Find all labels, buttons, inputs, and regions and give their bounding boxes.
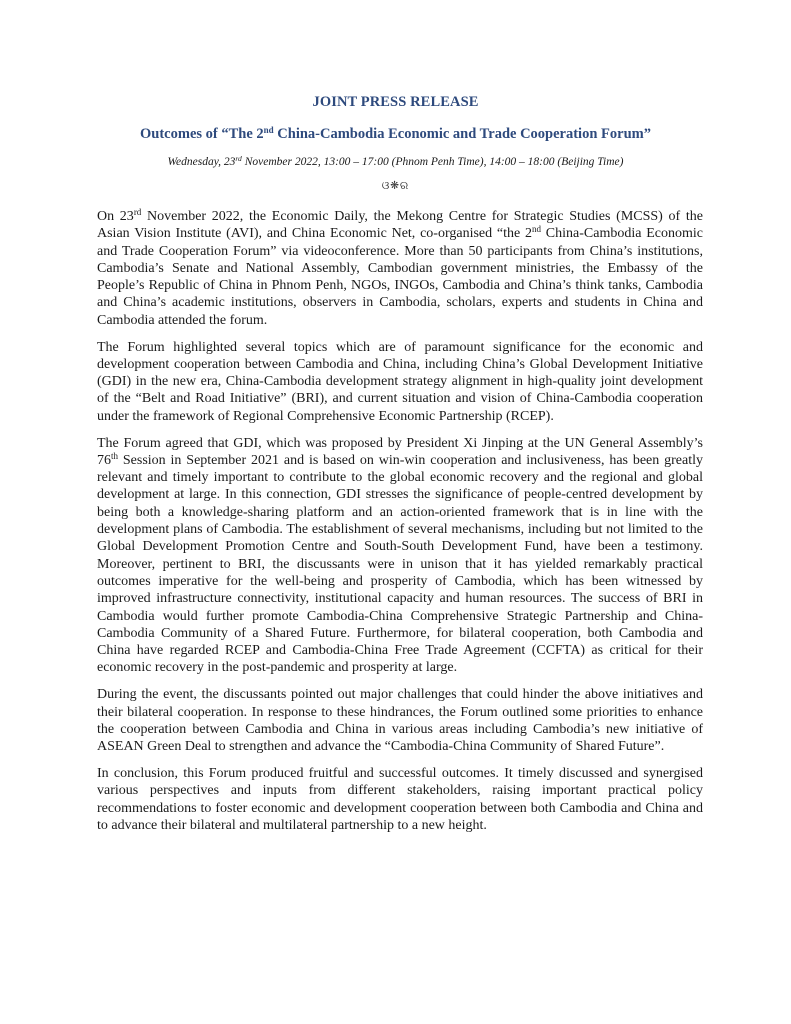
paragraph-challenges: During the event, the discussants pointed out major challenges that could hinder the above initiatives and their bilateral cooperation. In response to these hindrances, the Forum outlined some priorities to enhance the cooperation between Cambodia and China in various areas including Cambodia’s new initiative of ASEAN Green Deal to strengthen and advance the “Cambodia-China Community of Shared Future”. [97,687,703,755]
paragraph-conclusion: In conclusion, this Forum produced fruitful and successful outcomes. It timely discussed and synergised various perspectives and inputs from different stakeholders, raising important practical policy recommendations to foster economic and development cooperation between both Cambodia and China and to advance their bilateral and multilateral partnership to a new height. [97,765,703,833]
ornament-divider-icon: ଓ❋ର [381,180,410,192]
document-title: JOINT PRESS RELEASE [312,94,479,110]
document-body [97,208,703,844]
ordinal-suffix: nd [532,224,542,235]
dateline-ordinal-suffix: rd [235,154,242,163]
document-subtitle [0,126,791,143]
paragraph-text: China-Cambodia Economic and Trade Cooperation Forum” via videoconference. More than 50 participants from China’s institutions, Cambodia’s Senate and National Assembly, Cambodian government ministries, the Embassy of the People’s Republic of China in Phnom Penh, NGOs, INGOs, Cambodia and China’s think tanks, Cambodia and China’s academic institutions, observers in Cambodia, scholars, experts and students in China and Cambodia attended the forum. [97,226,703,328]
paragraph-intro [97,208,703,329]
paragraph-text: The Forum agreed that GDI, which was proposed by President Xi Jinping at the UN General Assembly’s 76 [97,435,703,468]
dateline-text-end: November 2022, 13:00 – 17:00 (Phnom Penh Time), 14:00 – 18:00 (Beijing Time) [241,156,624,168]
ordinal-suffix: th [111,450,119,461]
ordinal-suffix: rd [133,207,142,217]
paragraph-text: On 23 [97,209,134,224]
paragraph-topics: The Forum highlighted several topics which are of paramount significance for the economic and development cooperation between Cambodia and China, including China’s Global Development Initiative (GDI) in the new era, China-Cambodia development strategy alignment in high-quality joint development of the “Belt and Road Initiative” (BRI), and current situation and vision of China-Cambodia cooperation under the framework of Regional Comprehensive Economic Partnership (RCEP). [97,339,703,424]
paragraph-text: Session in September 2021 and is based on win-win cooperation and inclusiveness, has been greatly relevant and timely important to contribute to the global economic recovery and the regional and global development at large. In this connection, GDI stresses the significance of people-centred development by being both a knowledge-sharing platform and an action-oriented framework that is in line with the development plans of Cambodia. The establishment of several mechanisms, including but not limited to the Global Development Promotion Centre and South-South Development Fund, have been a testimony. Moreover, pertinent to BRI, the discussants were in unison that it has yielded remarkably practical outcomes imperative for the well-being and prosperity of Cambodia, which has been witnessed by improved infrastructure connectivity, institutional capacity and human resources. The success of BRI in Cambodia would further promote Cambodia-China Comprehensive Strategic Partnership and China-Cambodia Community of a Shared Future. Furthermore, for bilateral cooperation, both Cambodia and China have regarded RCEP and Cambodia-China Free Trade Agreement (CCFTA) as critical for their economic recovery in the post-pandemic and prosperity at large. [97,452,703,676]
paragraph-agreement [97,435,703,677]
paragraph-text: November 2022, the Economic Daily, the Mekong Centre for Strategic Studies (MCSS) of the Asian Vision Institute (AVI), and China Economic Net, co-organised “the 2 [97,209,703,242]
dateline-text-start: Wednesday, 23 [167,156,236,168]
subtitle-text-start: Outcomes of “The 2 [140,126,264,142]
event-dateline [0,156,791,168]
subtitle-text-end: China-Cambodia Economic and Trade Cooperation Forum” [273,126,651,142]
subtitle-ordinal-suffix: nd [263,125,274,135]
